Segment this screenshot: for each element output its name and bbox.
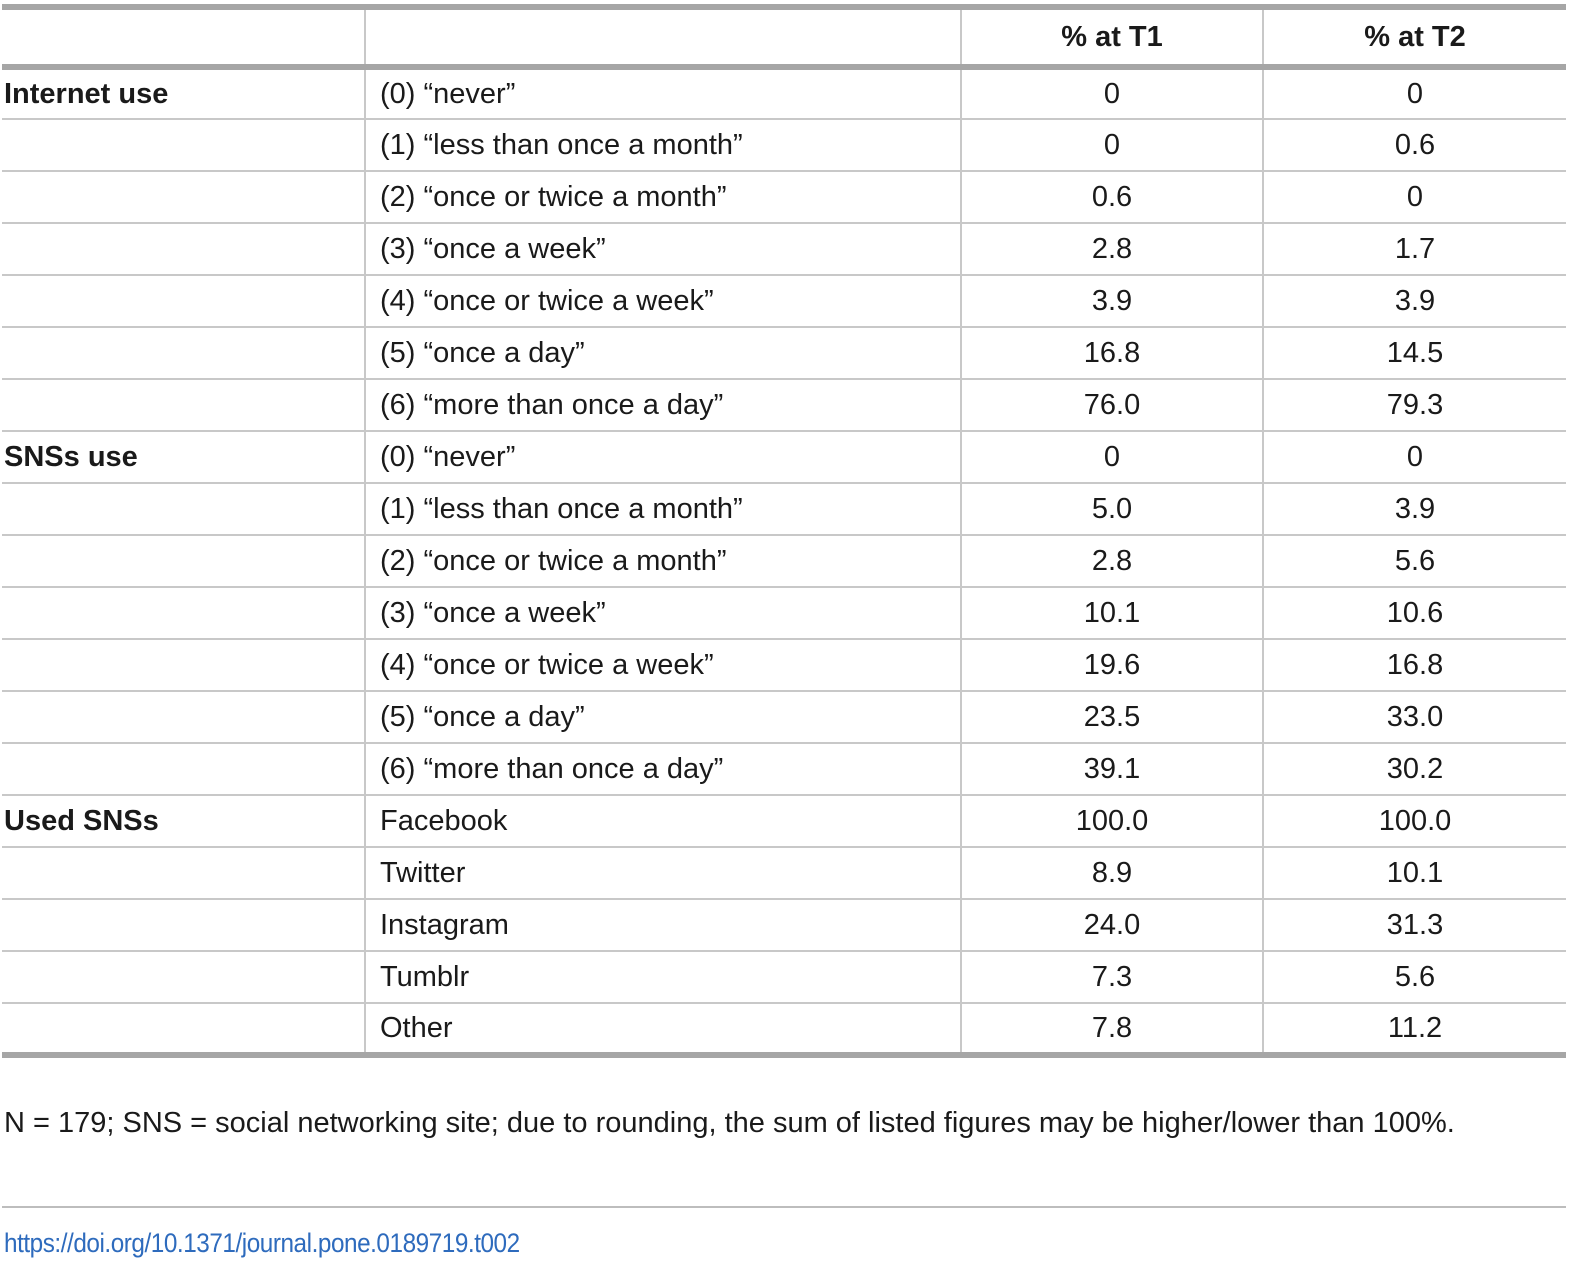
row-item-label: (4) “once or twice a week” [365,639,961,691]
row-item-label: (5) “once a day” [365,327,961,379]
row-value-t2: 5.6 [1263,951,1566,1003]
table-row [2,691,1566,743]
header-t2: % at T2 [1263,7,1566,67]
row-group-label [2,119,365,171]
row-value-t2: 16.8 [1263,639,1566,691]
table-row [2,587,1566,639]
row-item-label: (1) “less than once a month” [365,483,961,535]
table-row [2,171,1566,223]
table-row [2,275,1566,327]
row-value-t2: 0.6 [1263,119,1566,171]
row-group-label [2,327,365,379]
row-value-t2: 0 [1263,67,1566,119]
row-item-label: Other [365,1003,961,1055]
row-group-label: SNSs use [4,440,138,473]
row-item-label: (3) “once a week” [365,587,961,639]
table-row [2,119,1566,171]
row-item-label: (6) “more than once a day” [365,379,961,431]
row-group-label [2,743,365,795]
table-container [2,4,1566,1058]
row-group-label [2,847,365,899]
row-item-label: Instagram [365,899,961,951]
row-value-t1: 3.9 [961,275,1263,327]
row-value-t1: 76.0 [961,379,1263,431]
row-value-t2: 3.9 [1263,275,1566,327]
table-row [2,67,1566,119]
row-value-t2: 30.2 [1263,743,1566,795]
row-value-t1: 7.3 [961,951,1263,1003]
header-item [365,7,961,67]
row-value-t2: 0 [1263,171,1566,223]
table-row [2,899,1566,951]
doi-link[interactable]: https://doi.org/10.1371/journal.pone.0189719.t002 [4,1228,520,1258]
table-row [2,951,1566,1003]
row-item-label: Twitter [365,847,961,899]
row-item-label: (6) “more than once a day” [365,743,961,795]
row-group-label [2,483,365,535]
row-value-t1: 0 [961,431,1263,483]
row-group-label [2,171,365,223]
row-item-label: (4) “once or twice a week” [365,275,961,327]
row-item-label: (0) “never” [365,67,961,119]
row-item-label: (2) “once or twice a month” [365,171,961,223]
row-value-t1: 10.1 [961,587,1263,639]
row-value-t1: 2.8 [961,535,1263,587]
header-t1: % at T1 [961,7,1263,67]
table-row [2,795,1566,847]
row-value-t2: 33.0 [1263,691,1566,743]
row-value-t1: 0 [961,67,1263,119]
table-row [2,223,1566,275]
row-value-t2: 14.5 [1263,327,1566,379]
row-group-label [2,899,365,951]
data-table [2,4,1566,1058]
row-group-label [2,535,365,587]
row-value-t1: 7.8 [961,1003,1263,1055]
table-row [2,379,1566,431]
table-row [2,483,1566,535]
row-value-t1: 8.9 [961,847,1263,899]
row-item-label: (5) “once a day” [365,691,961,743]
row-value-t2: 100.0 [1263,795,1566,847]
table-row [2,847,1566,899]
row-value-t1: 24.0 [961,899,1263,951]
table-row [2,743,1566,795]
row-group-label [2,691,365,743]
table-row [2,431,1566,483]
row-group-label [2,379,365,431]
row-item-label: (3) “once a week” [365,223,961,275]
table-row [2,639,1566,691]
table-header [2,7,1566,67]
row-group-label: Used SNSs [4,804,159,837]
row-item-label: Tumblr [365,951,961,1003]
row-group-label [2,275,365,327]
row-value-t2: 3.9 [1263,483,1566,535]
table-body [2,67,1566,1055]
table-row [2,327,1566,379]
row-item-label: (2) “once or twice a month” [365,535,961,587]
header-row [2,7,1566,67]
row-group-label [2,951,365,1003]
row-group-label [2,223,365,275]
row-value-t1: 2.8 [961,223,1263,275]
row-group-label [2,1003,365,1055]
table-row [2,535,1566,587]
row-group-label [2,587,365,639]
row-value-t1: 0 [961,119,1263,171]
row-value-t2: 79.3 [1263,379,1566,431]
row-item-label: (0) “never” [365,431,961,483]
row-value-t2: 10.6 [1263,587,1566,639]
row-value-t2: 31.3 [1263,899,1566,951]
row-item-label: (1) “less than once a month” [365,119,961,171]
row-value-t2: 11.2 [1263,1003,1566,1055]
row-group-label [2,639,365,691]
row-value-t1: 19.6 [961,639,1263,691]
table-row [2,1003,1566,1055]
header-group [2,7,365,67]
divider [2,1206,1566,1208]
row-value-t1: 0.6 [961,171,1263,223]
row-value-t1: 100.0 [961,795,1263,847]
row-value-t1: 16.8 [961,327,1263,379]
row-value-t1: 23.5 [961,691,1263,743]
row-value-t2: 5.6 [1263,535,1566,587]
table-footnote: N = 179; SNS = social networking site; due to rounding, the sum of listed figures may be higher/lower than 100%. [4,1107,1455,1139]
row-value-t2: 1.7 [1263,223,1566,275]
row-item-label: Facebook [365,795,961,847]
row-value-t1: 39.1 [961,743,1263,795]
row-value-t2: 0 [1263,431,1566,483]
row-group-label: Internet use [4,77,169,110]
row-value-t2: 10.1 [1263,847,1566,899]
row-value-t1: 5.0 [961,483,1263,535]
